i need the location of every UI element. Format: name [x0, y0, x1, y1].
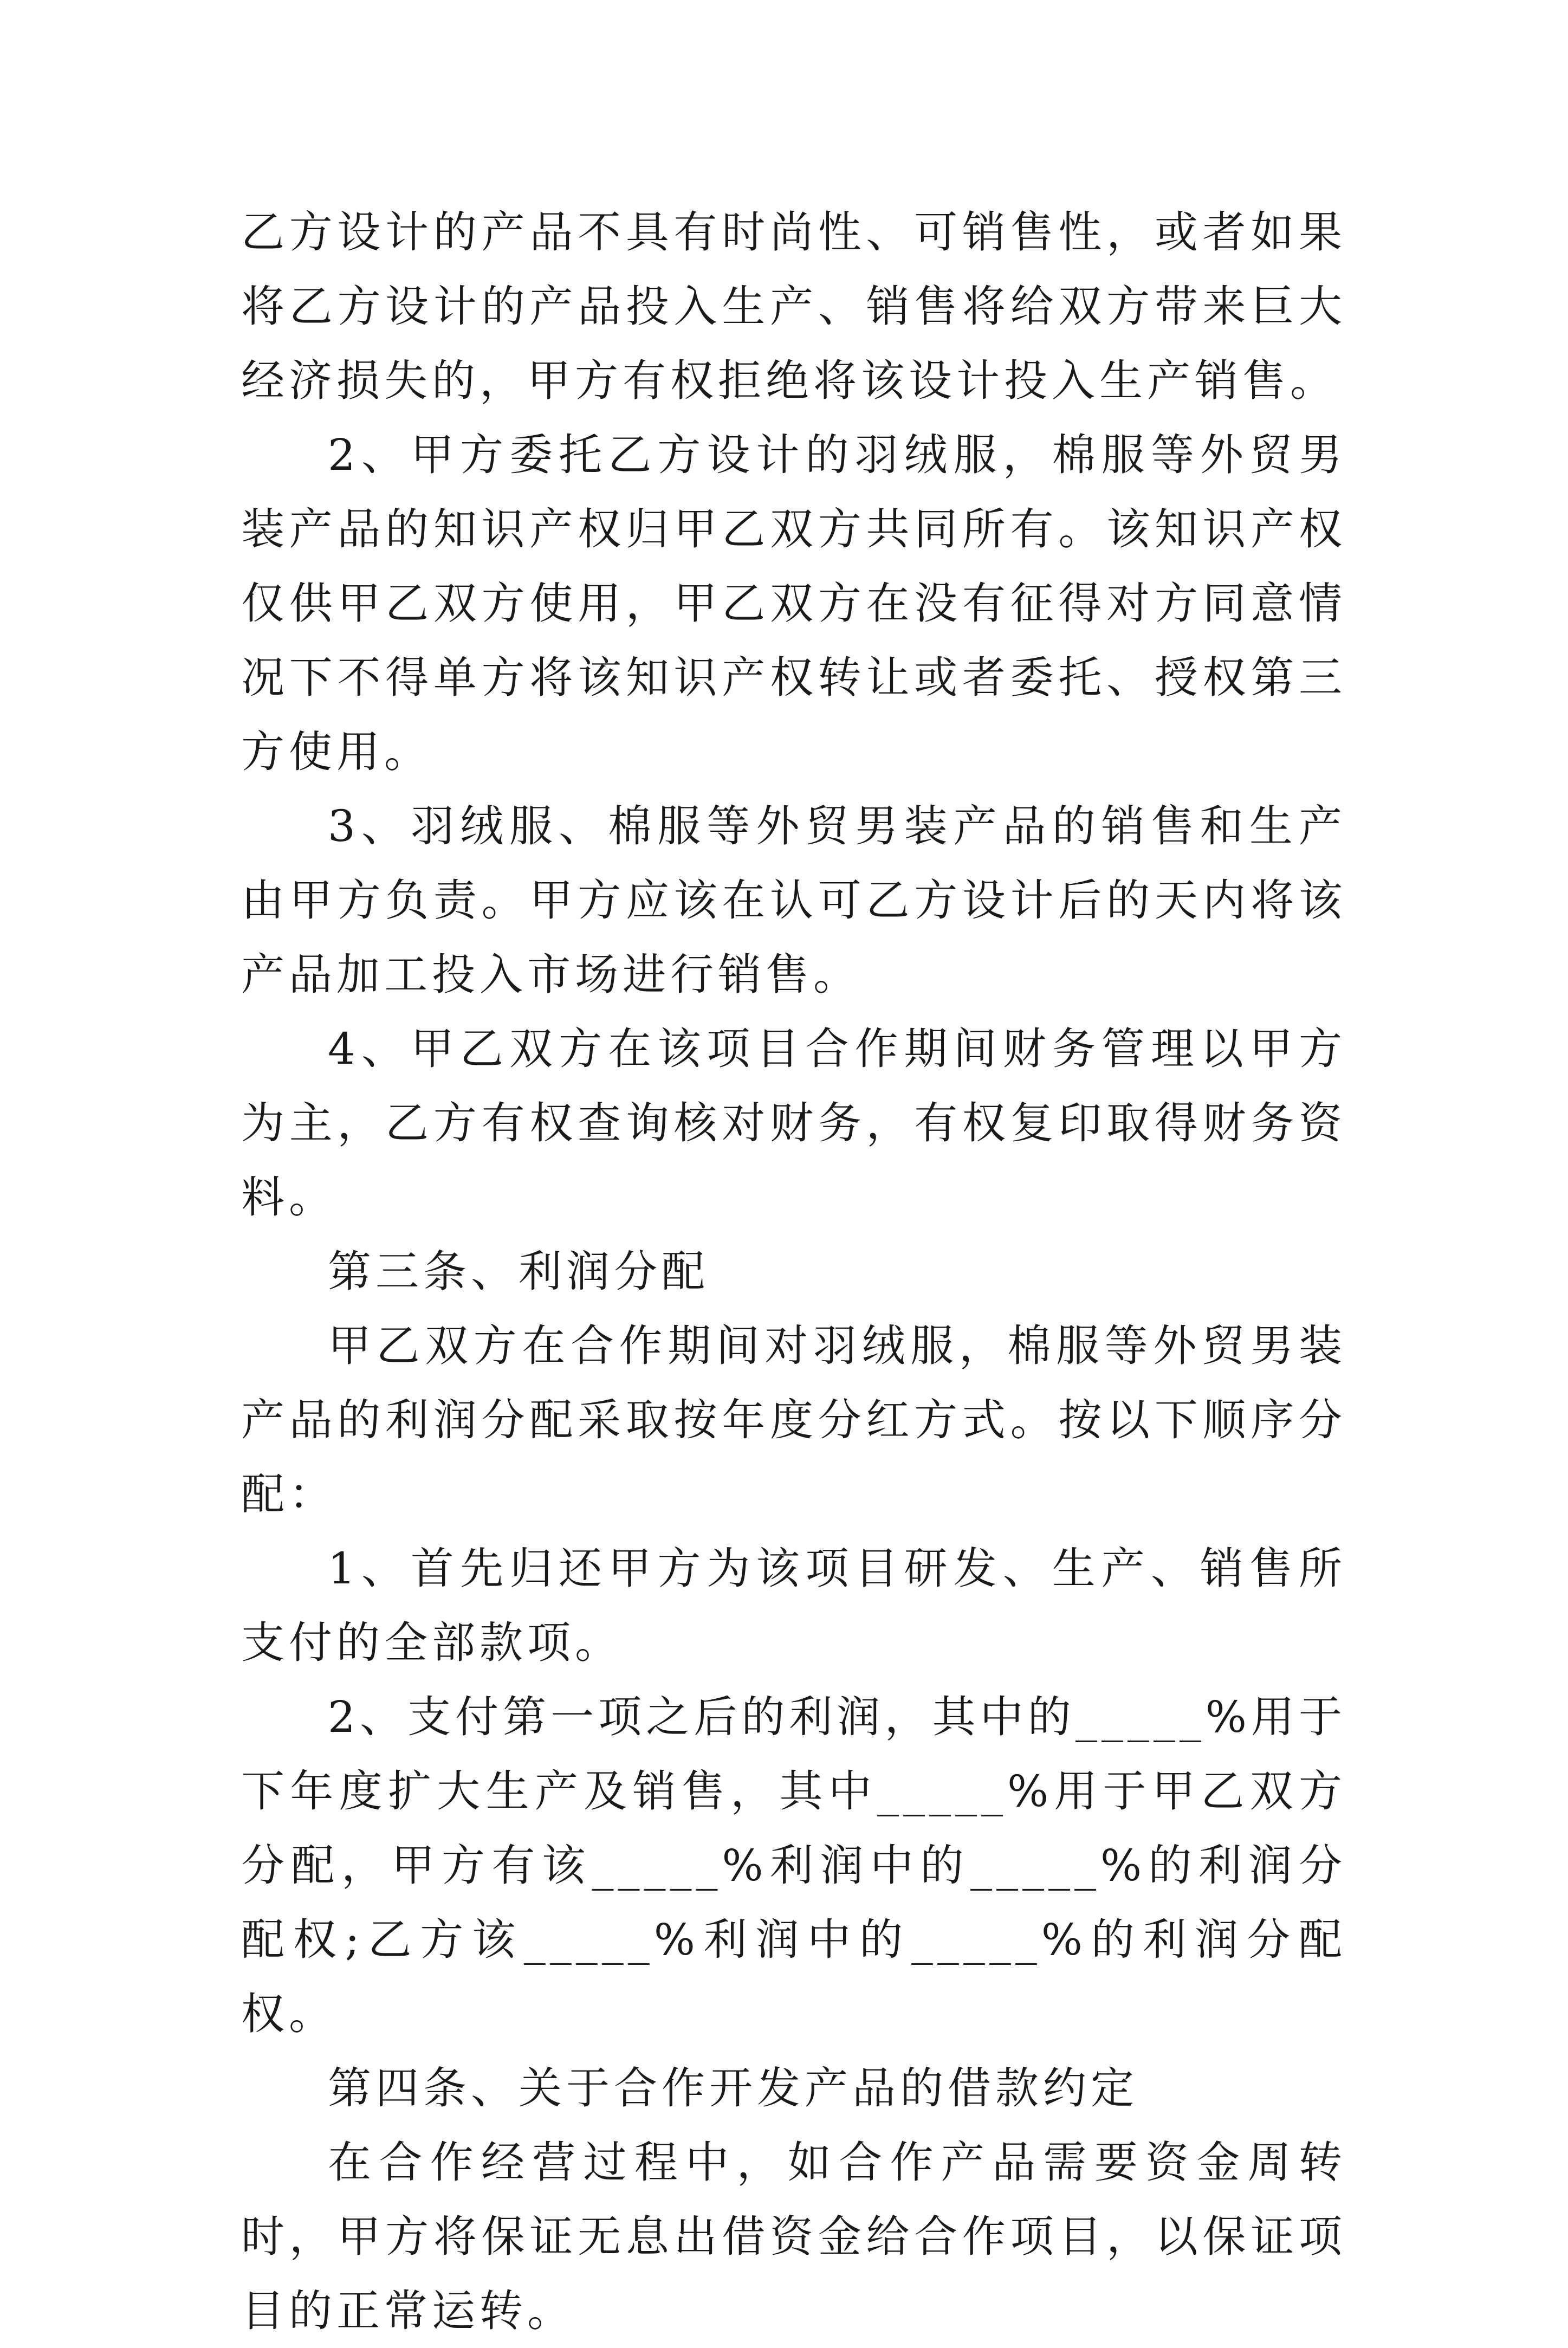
document-body — [241, 195, 1346, 2348]
paragraph-clause-4-finance: 4、甲乙双方在该项目合作期间财务管理以甲方为主，乙方有权查询核对财务，有权复印取得财务资料。 — [241, 1024, 1346, 1222]
section-heading-article-3: 第三条、利润分配 — [328, 1246, 709, 1297]
paragraph-profit-intro: 甲乙双方在合作期间对羽绒服，棉服等外贸男装产品的利润分配采取按年度分红方式。按以下顺序分配： — [241, 1321, 1346, 1519]
paragraph-clause-3-sales: 3、羽绒服、棉服等外贸男装产品的销售和生产由甲方负责。甲方应该在认可乙方设计后的天内将该产品加工投入市场进行销售。 — [241, 801, 1346, 1000]
paragraph-design-rejection: 乙方设计的产品不具有时尚性、可销售性，或者如果将乙方设计的产品投入生产、销售将给双方带来巨大经济损失的，甲方有权拒绝将该设计投入生产销售。 — [241, 207, 1346, 406]
section-heading-article-4: 第四条、关于合作开发产品的借款约定 — [328, 2063, 1138, 2113]
paragraph-clause-2-ip: 2、甲方委托乙方设计的羽绒服，棉服等外贸男装产品的知识产权归甲乙双方共同所有。该知识产权仅供甲乙双方使用，甲乙双方在没有征得对方同意情况下不得单方将该知识产权转让或者委托、授权第三方使用。 — [241, 430, 1346, 777]
paragraph-profit-step-2: 2、支付第一项之后的利润，其中的_____%用于下年度扩大生产及销售，其中_____%用于甲乙双方分配，甲方有该_____%利润中的_____%的利润分配权;乙方该_____%利润中的_____%的利润分配权。 — [241, 1692, 1346, 2039]
paragraph-loan-terms: 在合作经营过程中，如合作产品需要资金周转时，甲方将保证无息出借资金给合作项目，以保证项目的正常运转。 — [241, 2137, 1346, 2336]
paragraph-profit-step-1: 1、首先归还甲方为该项目研发、生产、销售所支付的全部款项。 — [241, 1543, 1346, 1668]
